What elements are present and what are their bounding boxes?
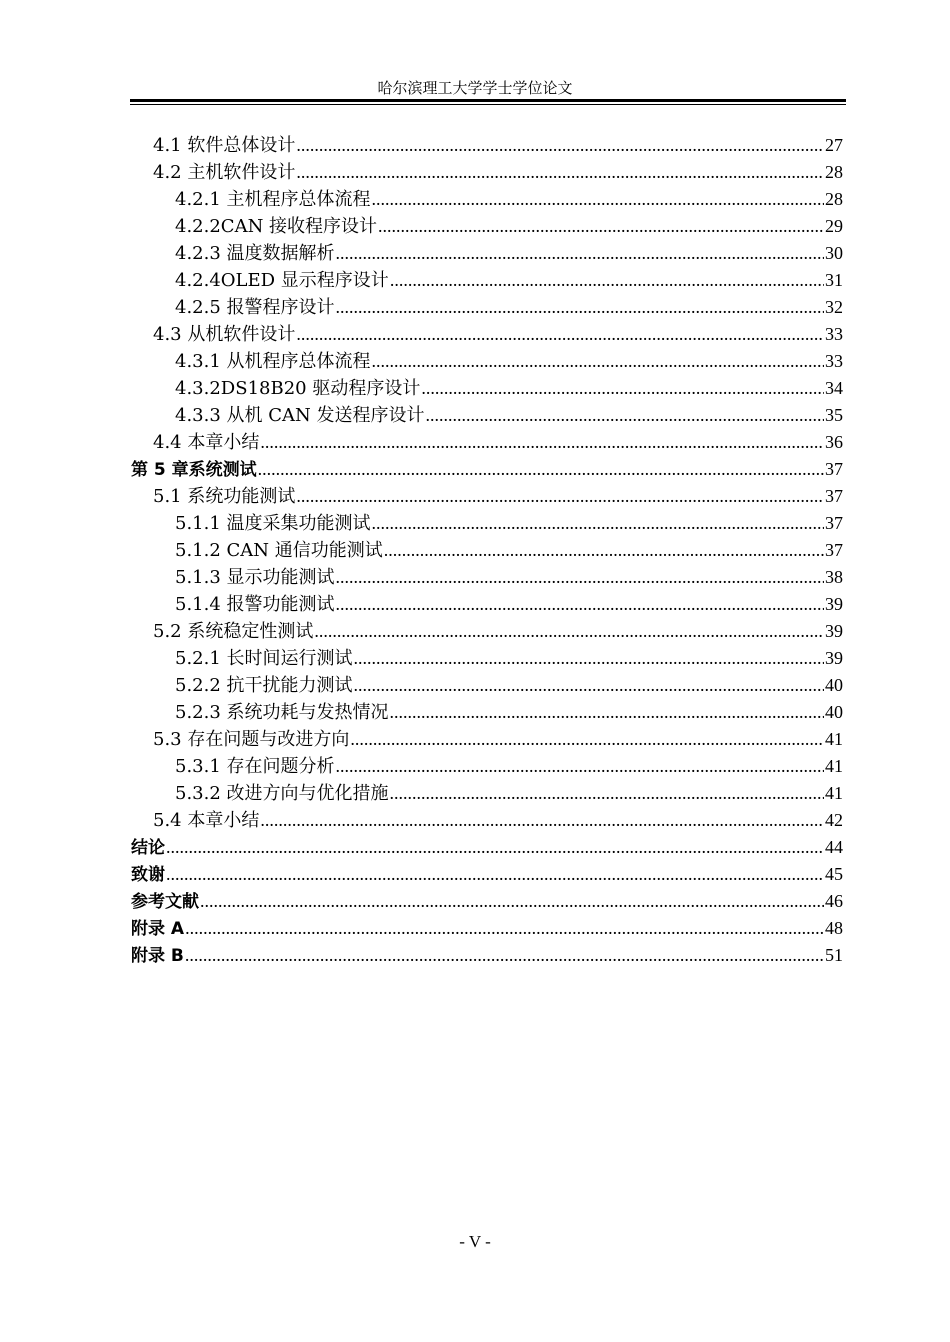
toc-entry-title: 4.2.1 主机程序总体流程 [175,189,371,210]
toc-dot-leader [372,348,824,375]
toc-entry-title: 5.4 本章小结 [153,810,260,831]
toc-entry-title: 5.3.2 改进方向与优化措施 [175,783,389,804]
toc-entry-page-number: 40 [825,702,843,722]
toc-entry-page-number: 29 [825,216,843,236]
toc-entry-title: 5.2.1 长时间运行测试 [175,648,353,669]
toc-entry-title: 参考文献 [131,892,199,912]
toc-dot-leader [354,645,824,672]
toc-entry-page-number: 48 [825,918,843,938]
toc-entry[interactable] [131,861,843,888]
toc-entry-title: 4.3.2DS18B20 驱动程序设计 [175,378,421,399]
toc-entry[interactable] [131,240,843,267]
toc-entry[interactable] [131,564,843,591]
toc-dot-leader [296,483,824,510]
toc-entry[interactable] [131,888,843,915]
toc-entry-page-number: 34 [825,378,843,398]
toc-entry-title: 结论 [131,838,165,858]
toc-entry-page-number: 37 [825,486,843,506]
header-rule-thick [130,99,846,102]
toc-entry-title: 4.3.1 从机程序总体流程 [175,351,371,372]
toc-entry-page-number: 28 [825,162,843,182]
toc-entry[interactable] [131,834,843,861]
toc-entry-page-number: 35 [825,405,843,425]
toc-entry-title: 附录 A [131,919,185,939]
toc-entry-page-number: 37 [825,540,843,560]
toc-entry-title: 4.2 主机软件设计 [153,162,296,183]
toc-dot-leader [185,915,824,942]
toc-entry-page-number: 30 [825,243,843,263]
toc-entry-page-number: 37 [825,459,843,479]
toc-entry-page-number: 41 [825,783,843,803]
toc-entry-page-number: 45 [825,864,843,884]
toc-entry-title: 5.1 系统功能测试 [153,486,296,507]
toc-entry-title: 第 5 章系统测试 [131,460,257,480]
toc-entry-title: 4.3 从机软件设计 [153,324,296,345]
toc-entry[interactable] [131,510,843,537]
toc-entry[interactable] [131,348,843,375]
toc-dot-leader [260,807,824,834]
footer-page-number: - V - [459,1232,491,1251]
toc-entry-title: 4.4 本章小结 [153,432,260,453]
toc-entry[interactable] [131,591,843,618]
toc-entry-title: 4.2.5 报警程序设计 [175,297,335,318]
toc-entry-title: 致谢 [131,865,165,885]
toc-entry-title: 5.3.1 存在问题分析 [175,756,335,777]
toc-entry[interactable] [131,159,843,186]
toc-entry-title: 附录 B [131,946,184,966]
toc-entry-page-number: 33 [825,324,843,344]
header-rule-thin [130,104,846,105]
toc-dot-leader [185,942,824,969]
toc-entry[interactable] [131,213,843,240]
toc-entry-page-number: 36 [825,432,843,452]
toc-entry-title: 4.2.2CAN 接收程序设计 [175,216,378,237]
toc-entry[interactable] [131,699,843,726]
toc-entry[interactable] [131,321,843,348]
toc-entry-title: 5.1.4 报警功能测试 [175,594,335,615]
toc-entry[interactable] [131,753,843,780]
toc-dot-leader [390,780,824,807]
toc-entry-page-number: 39 [825,594,843,614]
toc-entry-page-number: 44 [825,837,843,857]
toc-dot-leader [336,591,824,618]
toc-entry-title: 5.2 系统稳定性测试 [153,621,314,642]
toc-entry[interactable] [131,618,843,645]
toc-entry-title: 4.1 软件总体设计 [153,135,296,156]
toc-entry-title: 5.1.1 温度采集功能测试 [175,513,371,534]
toc-entry[interactable] [131,186,843,213]
toc-entry-page-number: 39 [825,621,843,641]
toc-dot-leader [372,186,824,213]
toc-dot-leader [354,672,824,699]
toc-entry-page-number: 31 [825,270,843,290]
table-of-contents [131,132,843,969]
toc-entry[interactable] [131,267,843,294]
toc-dot-leader [314,618,824,645]
toc-dot-leader [166,834,824,861]
toc-entry-page-number: 27 [825,135,843,155]
toc-dot-leader [426,402,825,429]
toc-entry-page-number: 41 [825,756,843,776]
toc-entry-page-number: 37 [825,513,843,533]
toc-entry[interactable] [131,537,843,564]
toc-dot-leader [336,240,824,267]
toc-entry[interactable] [131,132,843,159]
toc-entry-title: 5.1.2 CAN 通信功能测试 [175,540,383,561]
toc-dot-leader [372,510,824,537]
toc-entry[interactable] [131,915,843,942]
toc-dot-leader [166,861,824,888]
toc-entry[interactable] [131,672,843,699]
toc-dot-leader [258,456,824,483]
toc-entry-page-number: 28 [825,189,843,209]
toc-dot-leader [350,726,824,753]
toc-entry-title: 4.3.3 从机 CAN 发送程序设计 [175,405,425,426]
toc-dot-leader [336,294,824,321]
toc-entry[interactable] [131,375,843,402]
toc-dot-leader [336,564,824,591]
toc-dot-leader [390,699,824,726]
toc-entry[interactable] [131,807,843,834]
toc-dot-leader [390,267,824,294]
toc-dot-leader [260,429,824,456]
toc-entry-page-number: 46 [825,891,843,911]
toc-entry-page-number: 39 [825,648,843,668]
toc-entry-page-number: 42 [825,810,843,830]
toc-entry-page-number: 41 [825,729,843,749]
toc-entry[interactable] [131,726,843,753]
toc-dot-leader [378,213,824,240]
toc-entry[interactable] [131,429,843,456]
toc-entry[interactable] [131,456,843,483]
toc-dot-leader [336,753,824,780]
toc-dot-leader [296,159,824,186]
toc-entry-title: 5.3 存在问题与改进方向 [153,729,350,750]
toc-entry-title: 4.2.4OLED 显示程序设计 [175,270,389,291]
toc-entry-page-number: 33 [825,351,843,371]
toc-entry-title: 5.2.3 系统功耗与发热情况 [175,702,389,723]
toc-entry-page-number: 38 [825,567,843,587]
running-header-title: 哈尔滨理工大学学士学位论文 [377,79,573,97]
toc-entry-page-number: 40 [825,675,843,695]
toc-dot-leader [200,888,824,915]
toc-entry-title: 5.2.2 抗干扰能力测试 [175,675,353,696]
toc-entry-page-number: 51 [825,945,843,965]
toc-dot-leader [296,132,824,159]
toc-entry-title: 4.2.3 温度数据解析 [175,243,335,264]
toc-entry[interactable] [131,645,843,672]
toc-entry-title: 5.1.3 显示功能测试 [175,567,335,588]
toc-entry[interactable] [131,294,843,321]
toc-entry[interactable] [131,483,843,510]
toc-dot-leader [421,375,824,402]
toc-entry-page-number: 32 [825,297,843,317]
toc-entry[interactable] [131,942,843,969]
toc-dot-leader [384,537,824,564]
toc-entry[interactable] [131,780,843,807]
toc-entry[interactable] [131,402,843,429]
toc-dot-leader [296,321,824,348]
